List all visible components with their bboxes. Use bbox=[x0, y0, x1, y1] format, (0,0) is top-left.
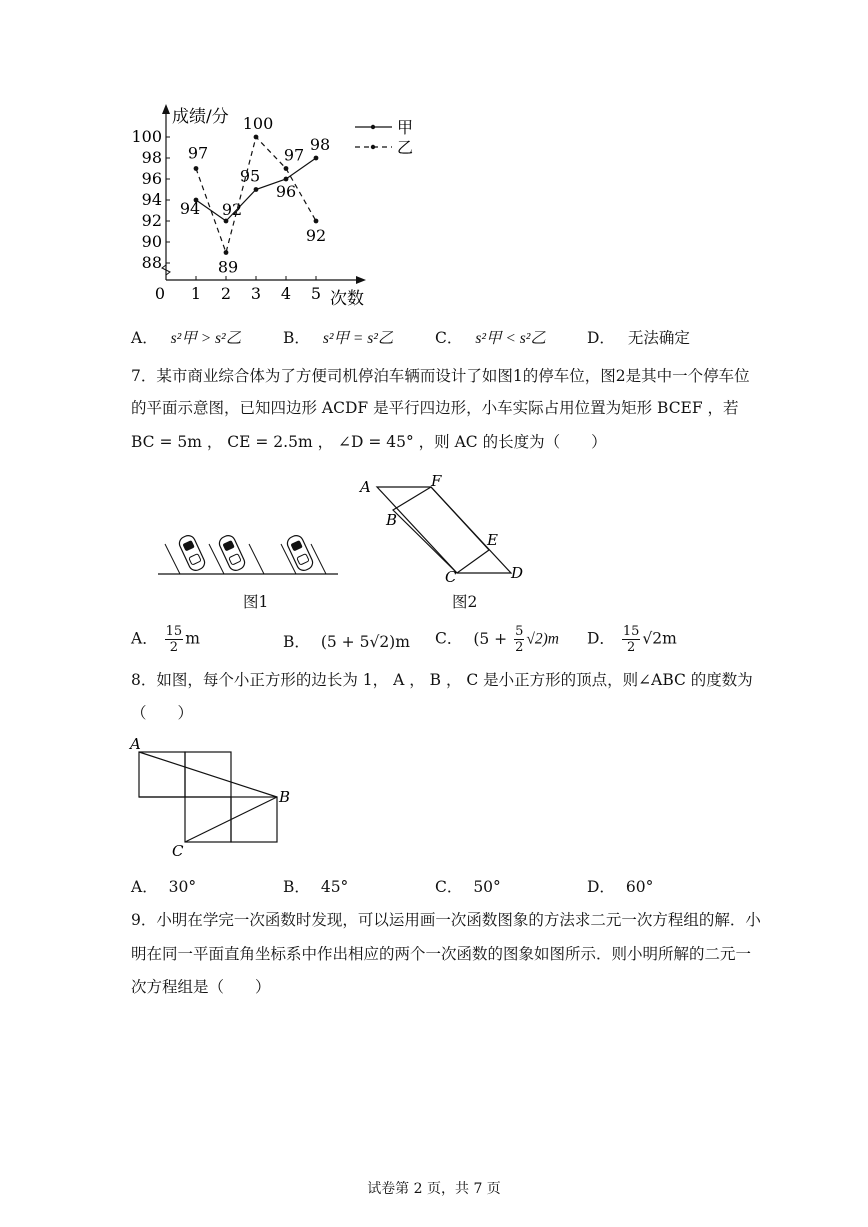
x-tick-label: 1 bbox=[190, 284, 202, 303]
q9-stem-line3: 次方程组是（ ） bbox=[131, 978, 271, 996]
data-label: 97 bbox=[283, 145, 305, 165]
car-icon bbox=[217, 533, 247, 572]
q7-figure1-parking bbox=[155, 525, 345, 585]
option-letter: D． bbox=[587, 629, 615, 648]
q8-option-c[interactable] bbox=[435, 875, 501, 897]
numerator: 5 bbox=[515, 624, 524, 639]
q7-option-b[interactable] bbox=[283, 630, 410, 652]
point-label-f: F bbox=[431, 472, 442, 490]
legend-marker bbox=[371, 125, 375, 129]
option-letter: B． bbox=[283, 878, 310, 896]
x-tick-label: 4 bbox=[280, 284, 292, 303]
data-label: 89 bbox=[217, 257, 239, 277]
q8-final-figure bbox=[125, 735, 300, 860]
option-letter: A． bbox=[131, 629, 158, 648]
q6-line-chart bbox=[130, 100, 420, 315]
q7-figure1-caption: 图1 bbox=[243, 593, 269, 611]
q9-stem-line1: 9．小明在学完一次函数时发现，可以运用画一次函数图象的方法求二元一次方程组的解．小 bbox=[131, 911, 761, 929]
numerator: 15 bbox=[622, 624, 640, 639]
stall-line bbox=[311, 544, 326, 574]
option-expr: s²甲 < s²乙 bbox=[475, 330, 546, 347]
data-point bbox=[314, 156, 319, 161]
stall-line bbox=[165, 544, 180, 574]
q7-stem-line2: 的平面示意图，已知四边形 ACDF 是平行四边形，小车实际占用位置为矩形 BCEF ，若 bbox=[131, 399, 739, 417]
data-point bbox=[254, 187, 259, 192]
numerator: 15 bbox=[165, 624, 183, 639]
q8-stem-line1: 8．如图，每个小正方形的边长为 1， A ， B ， C 是小正方形的顶点，则∠ABC 的度数为 bbox=[131, 671, 753, 689]
option-expr: s²甲 = s²乙 bbox=[322, 330, 394, 347]
denominator: 2 bbox=[627, 640, 636, 655]
data-label: 92 bbox=[221, 200, 243, 219]
option-letter: D． bbox=[587, 329, 615, 347]
fraction bbox=[165, 624, 184, 655]
stall-line bbox=[249, 544, 264, 574]
data-label: 96 bbox=[275, 182, 297, 201]
q9-stem-line2: 明在同一平面直角坐标系中作出相应的两个一次函数的图象如图所示．则小明所解的二元一 bbox=[131, 945, 752, 963]
denominator: 2 bbox=[169, 640, 179, 655]
y-tick-label: 92 bbox=[141, 211, 162, 230]
q6-option-d[interactable] bbox=[587, 326, 690, 348]
option-expr: (5 + 5√2)m bbox=[320, 633, 410, 651]
x-axis-arrow bbox=[356, 276, 366, 284]
option-letter: C． bbox=[435, 629, 463, 648]
q6-option-a[interactable] bbox=[131, 326, 241, 348]
car-icon bbox=[285, 533, 315, 572]
option-letter: C． bbox=[435, 329, 463, 347]
y-tick-label: 96 bbox=[141, 169, 162, 188]
point-label-b: B bbox=[279, 788, 291, 806]
q8-stem-line2: （ ） bbox=[131, 704, 194, 722]
q6-option-b[interactable] bbox=[283, 326, 393, 348]
denominator: 2 bbox=[515, 640, 524, 655]
option-tail: √2m bbox=[642, 629, 677, 648]
data-point bbox=[254, 135, 259, 140]
car-icon bbox=[177, 533, 207, 572]
option-pre: (5 + bbox=[473, 629, 508, 648]
y-tick-label: 94 bbox=[141, 190, 162, 209]
q8-option-a[interactable] bbox=[131, 875, 196, 897]
y-axis-arrow bbox=[162, 104, 170, 114]
legend-label: 甲 bbox=[397, 118, 414, 137]
option-letter: A． bbox=[131, 329, 158, 347]
data-point bbox=[314, 219, 319, 224]
data-point bbox=[224, 250, 229, 255]
data-label: 98 bbox=[309, 135, 331, 154]
x-tick-label: 3 bbox=[250, 284, 262, 303]
q7-stem-line1: 7．某市商业综合体为了方便司机停泊车辆而设计了如图1的停车位，图2是其中一个停车位 bbox=[131, 367, 750, 385]
q7-figure2-caption: 图2 bbox=[452, 593, 478, 611]
option-tail: m bbox=[185, 629, 200, 648]
point-label-b: B bbox=[386, 511, 398, 529]
fraction bbox=[622, 624, 641, 655]
y-tick-label: 88 bbox=[141, 253, 162, 272]
data-label: 100 bbox=[242, 114, 274, 133]
x-tick-label: 2 bbox=[220, 284, 232, 303]
data-label: 92 bbox=[305, 226, 327, 245]
data-point bbox=[194, 166, 199, 171]
option-value: 60° bbox=[625, 878, 654, 896]
q8-option-d[interactable] bbox=[587, 875, 653, 897]
option-expr: 无法确定 bbox=[627, 329, 690, 347]
y-axis-label: 成绩/分 bbox=[172, 107, 229, 127]
y-tick-label: 98 bbox=[141, 148, 162, 167]
point-label-d: D bbox=[511, 564, 524, 582]
legend bbox=[355, 118, 413, 157]
data-label: 94 bbox=[179, 199, 201, 218]
point-label-c: C bbox=[445, 568, 457, 585]
legend-marker bbox=[371, 145, 375, 149]
legend-label: 乙 bbox=[397, 138, 414, 157]
q8-option-b[interactable] bbox=[283, 875, 348, 897]
fraction bbox=[514, 624, 524, 655]
q7-option-d[interactable] bbox=[587, 624, 677, 655]
origin-label: 0 bbox=[154, 284, 166, 303]
y-tick-label: 90 bbox=[141, 232, 162, 251]
point-label-a: A bbox=[360, 478, 371, 496]
data-point bbox=[284, 166, 289, 171]
point-label-e: E bbox=[487, 531, 498, 549]
rectangle-bcef bbox=[393, 487, 489, 573]
option-value: 50° bbox=[473, 878, 501, 896]
q6-option-c[interactable] bbox=[435, 326, 546, 348]
option-letter: B． bbox=[283, 329, 310, 347]
option-letter: A． bbox=[131, 878, 158, 896]
q7-figure2-parallelogram bbox=[355, 470, 535, 585]
q7-stem-line3: BC = 5m ， CE = 2.5m ， ∠D = 45° ，则 AC 的长度为（ ） bbox=[131, 433, 607, 451]
option-letter: B． bbox=[283, 633, 310, 651]
point-label-c: C bbox=[172, 842, 184, 860]
option-letter: C． bbox=[435, 878, 463, 896]
option-value: 45° bbox=[320, 878, 349, 896]
data-label: 97 bbox=[187, 143, 209, 163]
data-point bbox=[284, 177, 289, 182]
q7-option-c[interactable] bbox=[435, 624, 559, 655]
point-label-a: A bbox=[130, 735, 141, 753]
y-tick-label: 100 bbox=[131, 127, 162, 146]
option-letter: D． bbox=[587, 878, 615, 896]
option-tail: √2)m bbox=[526, 630, 559, 648]
data-point bbox=[224, 219, 229, 224]
option-expr: s²甲 > s²乙 bbox=[170, 330, 242, 347]
option-value: 30° bbox=[168, 878, 197, 896]
data-label: 95 bbox=[239, 166, 261, 186]
x-tick-label: 5 bbox=[310, 284, 322, 303]
page-footer: 试卷第 2 页，共 7 页 bbox=[367, 1181, 501, 1197]
q7-option-a[interactable] bbox=[131, 624, 200, 655]
x-axis-label: 次数 bbox=[330, 289, 364, 309]
